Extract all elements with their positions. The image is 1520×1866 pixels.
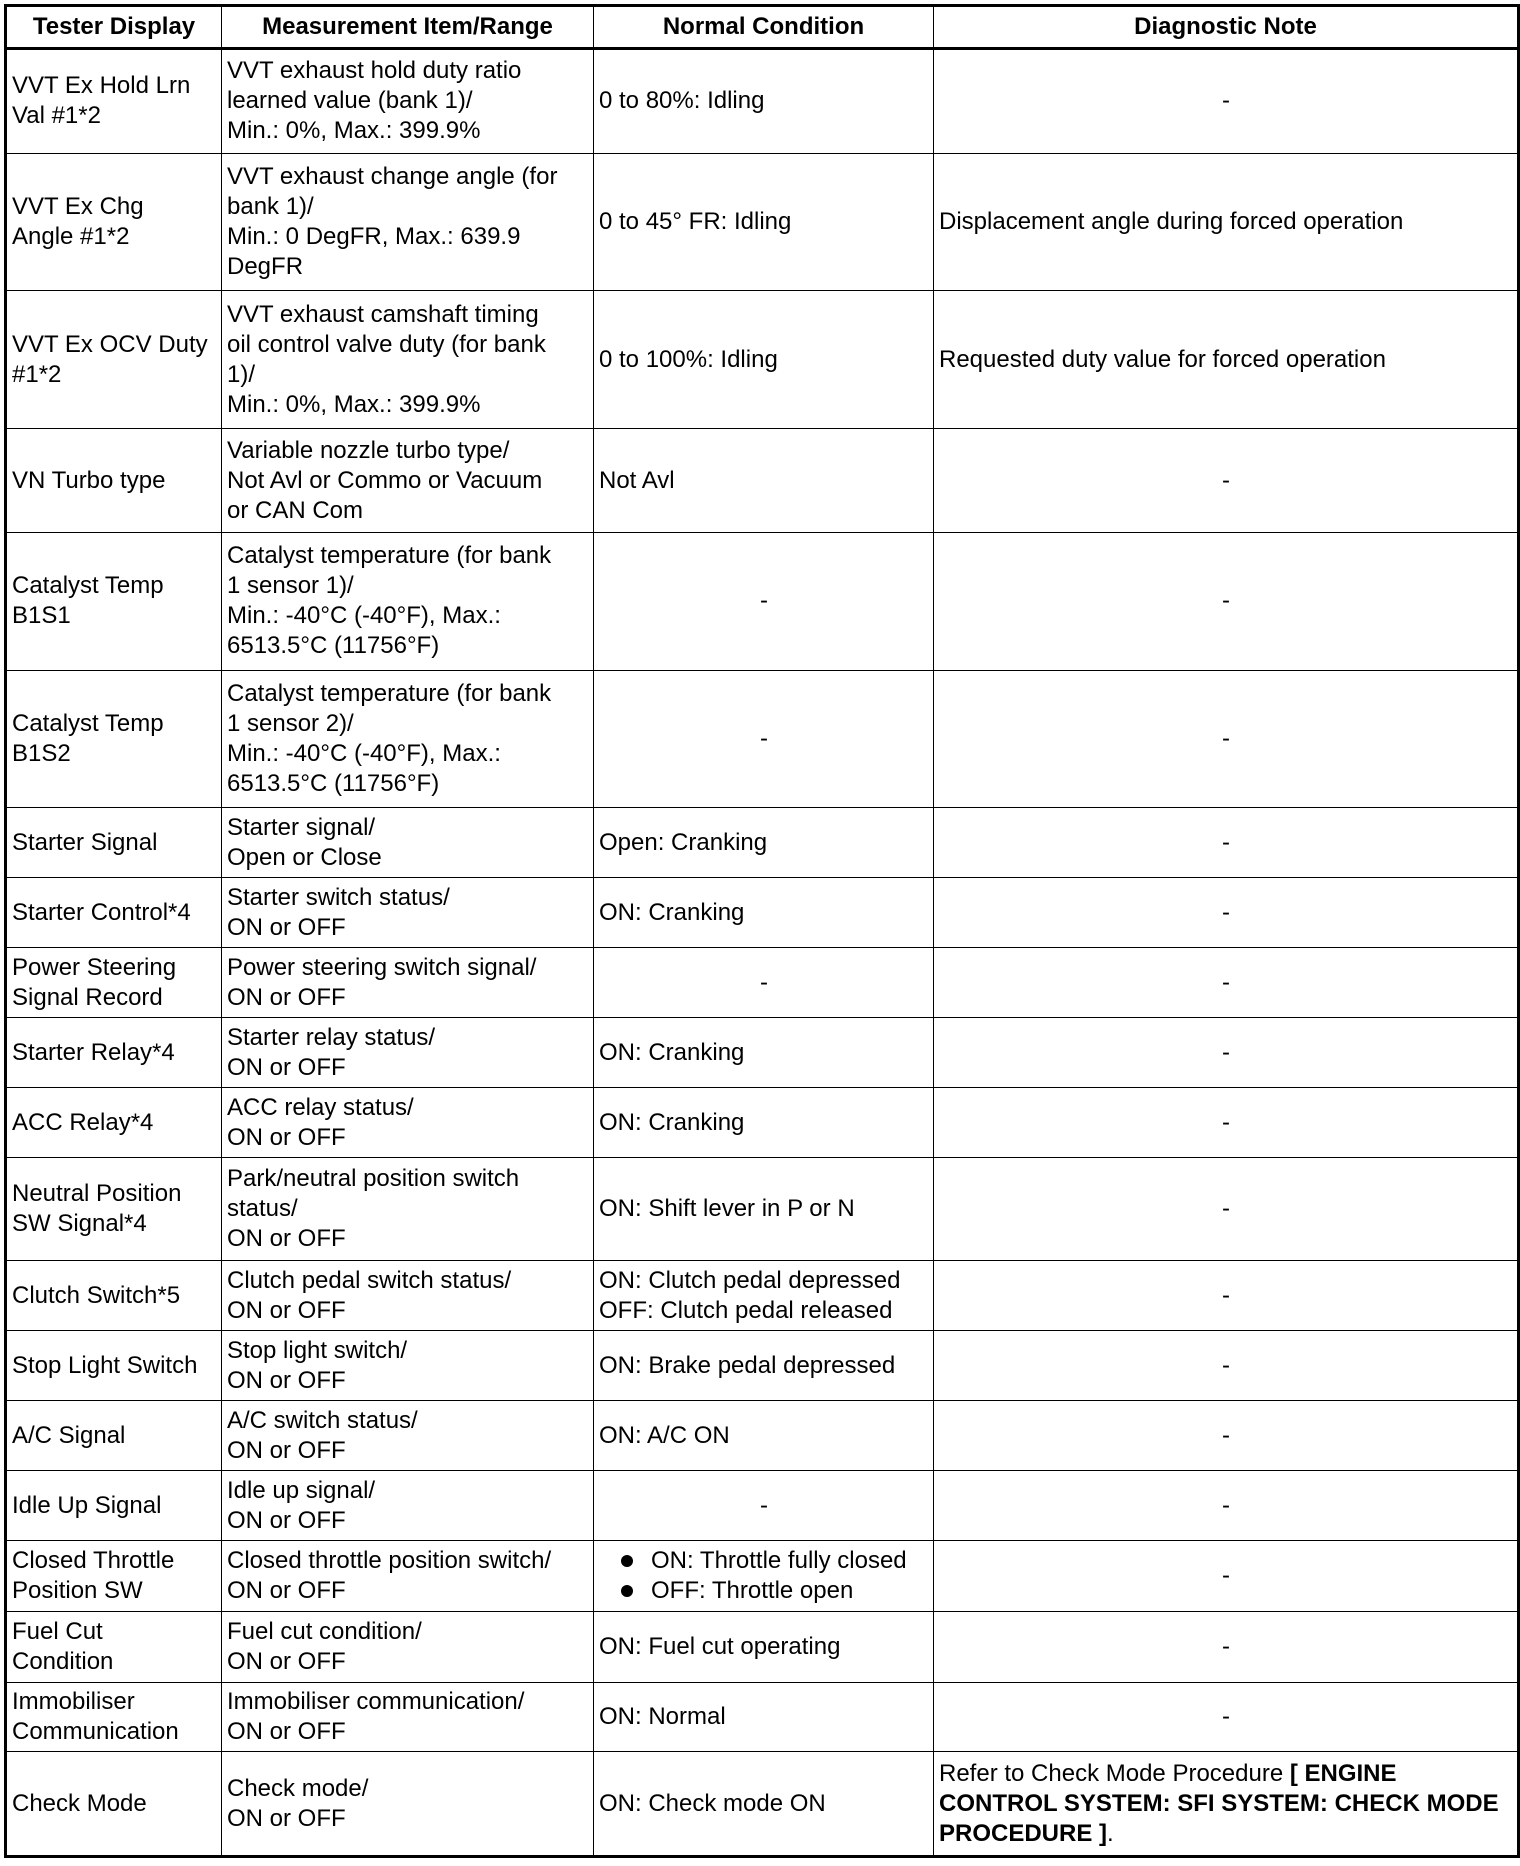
tester-display-cell-line: Check Mode <box>12 1789 147 1817</box>
header-measurement: Measurement Item/Range <box>222 6 594 49</box>
measurement-cell-line: Catalyst temperature (for bank <box>227 542 552 570</box>
normal-condition-cell <box>594 1017 934 1088</box>
diagnostic-note-cell-line: - <box>1222 1108 1230 1136</box>
tester-display-cell <box>6 1401 222 1470</box>
normal-condition-cell-line: 0 to 80%: Idling <box>599 87 765 115</box>
diagnostic-note-cell <box>934 153 1519 291</box>
measurement-cell-line: ON or OFF <box>227 1577 346 1605</box>
normal-condition-cell <box>594 1088 934 1157</box>
measurement-cell-line: Min.: -40°C (-40°F), Max.: <box>227 602 501 630</box>
tester-display-cell-line: Val #1*2 <box>12 102 101 130</box>
normal-condition-cell-line: ON: Cranking <box>599 898 745 926</box>
normal-condition-cell-line: ON: Brake pedal depressed <box>599 1351 896 1379</box>
table-row <box>6 808 1519 877</box>
measurement-cell-line: learned value (bank 1)/ <box>227 87 473 115</box>
tester-display-cell <box>6 1088 222 1157</box>
diagnostic-note-cell-line: - <box>1222 1421 1230 1449</box>
measurement-cell <box>222 429 594 533</box>
table-row <box>6 1682 1519 1751</box>
measurement-cell-line: VVT exhaust camshaft timing <box>227 300 539 328</box>
tester-display-cell <box>6 1752 222 1857</box>
normal-condition-cell <box>594 808 934 877</box>
measurement-cell-line: Closed throttle position switch/ <box>227 1547 552 1575</box>
normal-condition-cell-line: ON: Shift lever in P or N <box>599 1195 855 1223</box>
measurement-cell-line: ON or OFF <box>227 1296 346 1324</box>
measurement-cell-line: ACC relay status/ <box>227 1093 414 1121</box>
tester-display-cell-line: SW Signal*4 <box>12 1210 147 1238</box>
measurement-cell-line: Min.: 0%, Max.: 399.9% <box>227 390 481 418</box>
measurement-cell-line: ON or OFF <box>227 1366 346 1394</box>
tester-display-cell <box>6 877 222 948</box>
table-row <box>6 1612 1519 1683</box>
tester-display-cell-line: Condition <box>12 1647 114 1675</box>
measurement-cell-line: 6513.5°C (11756°F) <box>227 769 440 797</box>
table-row <box>6 1088 1519 1157</box>
measurement-cell-line: 1 sensor 2)/ <box>227 709 354 737</box>
tester-display-cell-line: VVT Ex Chg <box>12 193 144 221</box>
diagnostic-note-cell <box>934 1157 1519 1261</box>
normal-condition-cell-line: ON: Cranking <box>599 1038 745 1066</box>
list-item-text: ON: Throttle fully closed <box>651 1547 907 1575</box>
measurement-cell <box>222 1470 594 1541</box>
list-item <box>621 1576 929 1606</box>
check-mode-procedure-link[interactable]: [ ENGINE CONTROL SYSTEM: SFI SYSTEM: CHECK MODE PROCEDURE ] <box>939 1759 1499 1847</box>
diagnostic-note-cell <box>934 291 1519 429</box>
normal-condition-cell <box>594 1330 934 1401</box>
diagnostic-note-cell-line: - <box>1222 587 1230 615</box>
tester-display-cell <box>6 291 222 429</box>
diagnostic-note-cell <box>934 1401 1519 1470</box>
measurement-cell-line: DegFR <box>227 253 304 281</box>
diagnostic-note-cell <box>934 532 1519 670</box>
measurement-cell-line: ON or OFF <box>227 1804 346 1832</box>
measurement-cell-line: 1)/ <box>227 360 256 388</box>
header-diagnostic-note: Diagnostic Note <box>934 6 1519 49</box>
measurement-cell <box>222 1612 594 1683</box>
measurement-cell-line: Min.: 0 DegFR, Max.: 639.9 <box>227 223 521 251</box>
measurement-cell-line: ON or OFF <box>227 1436 346 1464</box>
normal-condition-cell <box>594 1682 934 1751</box>
measurement-cell-line: ON or OFF <box>227 913 346 941</box>
table-row <box>6 429 1519 533</box>
normal-condition-cell-line: 0 to 100%: Idling <box>599 345 778 373</box>
tester-display-cell <box>6 1541 222 1612</box>
measurement-cell-line: Check mode/ <box>227 1774 369 1802</box>
measurement-cell-line: ON or OFF <box>227 1647 346 1675</box>
measurement-cell-line: ON or OFF <box>227 1053 346 1081</box>
normal-condition-cell <box>594 153 934 291</box>
tester-display-cell-line: Clutch Switch*5 <box>12 1281 181 1309</box>
bullet-icon <box>621 1585 633 1597</box>
measurement-cell-line: ON or OFF <box>227 1123 346 1151</box>
table-row <box>6 291 1519 429</box>
normal-condition-cell-line: - <box>760 1491 768 1519</box>
tester-display-cell <box>6 1261 222 1330</box>
measurement-cell <box>222 1752 594 1857</box>
diagnostic-note-cell <box>934 1541 1519 1612</box>
normal-condition-cell <box>594 1261 934 1330</box>
table-row <box>6 1470 1519 1541</box>
tester-display-cell <box>6 153 222 291</box>
table-row <box>6 948 1519 1017</box>
table-row <box>6 1541 1519 1612</box>
normal-condition-cell <box>594 429 934 533</box>
normal-condition-cell-line: 0 to 45° FR: Idling <box>599 208 792 236</box>
tester-display-cell <box>6 1612 222 1683</box>
normal-condition-cell-line: ON: A/C ON <box>599 1421 730 1449</box>
tester-display-cell-line: Signal Record <box>12 983 163 1011</box>
normal-condition-cell <box>594 532 934 670</box>
diagnostic-note-cell <box>934 1330 1519 1401</box>
measurement-cell <box>222 1157 594 1261</box>
diagnostic-note-cell-line: - <box>1222 1491 1230 1519</box>
diagnostic-note-cell <box>934 808 1519 877</box>
table-row <box>6 1401 1519 1470</box>
diagnostic-note-cell <box>934 1612 1519 1683</box>
header-normal-condition: Normal Condition <box>594 6 934 49</box>
header-tester-display: Tester Display <box>6 6 222 49</box>
diagnostic-note-cell <box>934 670 1519 808</box>
tester-display-cell <box>6 1330 222 1401</box>
tester-display-cell-line: Catalyst Temp <box>12 572 164 600</box>
normal-condition-cell <box>594 1401 934 1470</box>
tester-display-cell-line: #1*2 <box>12 360 62 388</box>
table-row <box>6 1157 1519 1261</box>
measurement-cell-line: Power steering switch signal/ <box>227 953 537 981</box>
diagnostic-note-cell <box>934 1017 1519 1088</box>
tester-display-cell <box>6 429 222 533</box>
diagnostic-note-cell-line: - <box>1222 724 1230 752</box>
diagnostic-note-cell <box>934 1752 1519 1857</box>
diagnostic-note-cell-line: - <box>1222 1038 1230 1066</box>
diagnostic-note-cell-line: - <box>1222 466 1230 494</box>
normal-condition-cell-line: ON: Check mode ON <box>599 1789 826 1817</box>
normal-condition-cell <box>594 1612 934 1683</box>
diagnostic-note-cell <box>934 948 1519 1017</box>
measurement-cell <box>222 1088 594 1157</box>
data-list-table-container <box>4 4 1520 1858</box>
measurement-cell-line: Starter switch status/ <box>227 883 450 911</box>
tester-display-cell-line: Angle #1*2 <box>12 223 130 251</box>
normal-condition-cell <box>594 1541 934 1612</box>
table-row <box>6 49 1519 154</box>
tester-display-cell-line: Stop Light Switch <box>12 1351 198 1379</box>
bullet-icon <box>621 1555 633 1567</box>
table-row <box>6 532 1519 670</box>
table-row <box>6 1330 1519 1401</box>
measurement-cell <box>222 1541 594 1612</box>
measurement-cell <box>222 1401 594 1470</box>
measurement-cell-line: status/ <box>227 1195 298 1223</box>
tester-display-cell <box>6 532 222 670</box>
measurement-cell <box>222 153 594 291</box>
measurement-cell <box>222 1682 594 1751</box>
measurement-cell-line: or CAN Com <box>227 496 364 524</box>
measurement-cell-line: oil control valve duty (for bank <box>227 330 546 358</box>
measurement-cell <box>222 670 594 808</box>
normal-condition-cell-line: ON: Cranking <box>599 1108 745 1136</box>
measurement-cell-line: 6513.5°C (11756°F) <box>227 632 440 660</box>
tester-display-cell-line: Starter Signal <box>12 828 158 856</box>
measurement-cell <box>222 1261 594 1330</box>
normal-condition-list <box>599 1546 929 1606</box>
diagnostic-note-cell <box>934 49 1519 154</box>
note-ref-suffix: . <box>1107 1819 1114 1847</box>
data-list-table <box>4 4 1520 1858</box>
diagnostic-note-cell-line: - <box>1222 1281 1230 1309</box>
diagnostic-note-cell <box>934 1470 1519 1541</box>
measurement-cell-line: Min.: 0%, Max.: 399.9% <box>227 117 481 145</box>
tester-display-cell-line: Starter Control*4 <box>12 898 191 926</box>
normal-condition-cell <box>594 877 934 948</box>
normal-condition-cell <box>594 49 934 154</box>
diagnostic-note-cell <box>934 429 1519 533</box>
list-item-text: OFF: Throttle open <box>651 1577 854 1605</box>
tester-display-cell <box>6 948 222 1017</box>
measurement-cell-line: Clutch pedal switch status/ <box>227 1266 512 1294</box>
note-ref-prefix: Refer to Check Mode Procedure <box>939 1759 1290 1787</box>
tester-display-cell-line: ACC Relay*4 <box>12 1108 154 1136</box>
tester-display-cell-line: Closed Throttle <box>12 1547 175 1575</box>
tester-display-cell-line: VVT Ex Hold Lrn <box>12 72 191 100</box>
diagnostic-note-cell-line: Requested duty value for forced operation <box>939 345 1386 373</box>
measurement-cell-line: 1 sensor 1)/ <box>227 572 354 600</box>
normal-condition-cell-line: - <box>760 587 768 615</box>
diagnostic-note-cell-line: - <box>1222 968 1230 996</box>
table-row <box>6 670 1519 808</box>
normal-condition-cell <box>594 1470 934 1541</box>
diagnostic-note-cell <box>934 1682 1519 1751</box>
tester-display-cell-line: Neutral Position <box>12 1180 182 1208</box>
measurement-cell <box>222 1330 594 1401</box>
diagnostic-note-cell-line: - <box>1222 1562 1230 1590</box>
measurement-cell-line: VVT exhaust change angle (for <box>227 163 558 191</box>
tester-display-cell-line: Catalyst Temp <box>12 709 164 737</box>
measurement-cell-line: Min.: -40°C (-40°F), Max.: <box>227 739 501 767</box>
diagnostic-note-cell-line: - <box>1222 1351 1230 1379</box>
tester-display-cell <box>6 1157 222 1261</box>
measurement-cell-line: Catalyst temperature (for bank <box>227 679 552 707</box>
tester-display-cell <box>6 1470 222 1541</box>
measurement-cell <box>222 291 594 429</box>
measurement-cell-line: Immobiliser communication/ <box>227 1687 525 1715</box>
table-row <box>6 877 1519 948</box>
normal-condition-cell-line: - <box>760 968 768 996</box>
measurement-cell-line: ON or OFF <box>227 1225 346 1253</box>
diagnostic-note-cell-line: - <box>1222 1632 1230 1660</box>
normal-condition-cell <box>594 1157 934 1261</box>
measurement-cell <box>222 49 594 154</box>
tester-display-cell <box>6 670 222 808</box>
measurement-cell-line: VVT exhaust hold duty ratio <box>227 57 522 85</box>
diagnostic-note-cell <box>934 1261 1519 1330</box>
tester-display-cell-line: B1S1 <box>12 602 71 630</box>
measurement-cell-line: A/C switch status/ <box>227 1406 418 1434</box>
tester-display-cell <box>6 808 222 877</box>
diagnostic-note-cell-line: Displacement angle during forced operation <box>939 208 1404 236</box>
normal-condition-cell-line: ON: Clutch pedal depressed <box>599 1266 901 1294</box>
measurement-cell-line: Park/neutral position switch <box>227 1165 520 1193</box>
tester-display-cell-line: Idle Up Signal <box>12 1491 162 1519</box>
measurement-cell <box>222 877 594 948</box>
diagnostic-note-cell <box>934 877 1519 948</box>
measurement-cell-line: ON or OFF <box>227 1506 346 1534</box>
tester-display-cell-line: A/C Signal <box>12 1421 126 1449</box>
tester-display-cell-line: Fuel Cut <box>12 1617 103 1645</box>
measurement-cell-line: bank 1)/ <box>227 193 314 221</box>
tester-display-cell <box>6 1682 222 1751</box>
header-row <box>6 6 1519 49</box>
measurement-cell <box>222 532 594 670</box>
diagnostic-note-cell-line: - <box>1222 828 1230 856</box>
diagnostic-note-cell-line: - <box>1222 1195 1230 1223</box>
measurement-cell-line: ON or OFF <box>227 983 346 1011</box>
normal-condition-cell <box>594 291 934 429</box>
diagnostic-note-cell-line: - <box>1222 1702 1230 1730</box>
measurement-cell-line: Starter relay status/ <box>227 1023 436 1051</box>
measurement-cell-line: Idle up signal/ <box>227 1476 376 1504</box>
measurement-cell-line: Fuel cut condition/ <box>227 1617 422 1645</box>
tester-display-cell-line: Power Steering <box>12 953 177 981</box>
normal-condition-cell-line: ON: Fuel cut operating <box>599 1632 841 1660</box>
measurement-cell-line: Variable nozzle turbo type/ <box>227 436 510 464</box>
tester-display-cell-line: VVT Ex OCV Duty <box>12 330 208 358</box>
measurement-cell-line: Open or Close <box>227 843 382 871</box>
list-item <box>621 1546 929 1576</box>
normal-condition-cell-line: - <box>760 724 768 752</box>
tester-display-cell-line: Starter Relay*4 <box>12 1038 175 1066</box>
normal-condition-cell <box>594 948 934 1017</box>
table-row <box>6 1017 1519 1088</box>
normal-condition-cell <box>594 1752 934 1857</box>
measurement-cell-line: Stop light switch/ <box>227 1336 408 1364</box>
measurement-cell-line: ON or OFF <box>227 1717 346 1745</box>
tester-display-cell-line: Immobiliser <box>12 1687 135 1715</box>
normal-condition-cell-line: OFF: Clutch pedal released <box>599 1296 893 1324</box>
tester-display-cell-line: Communication <box>12 1717 179 1745</box>
diagnostic-note-cell-line: - <box>1222 87 1230 115</box>
table-row <box>6 153 1519 291</box>
measurement-cell-line: Not Avl or Commo or Vacuum <box>227 466 543 494</box>
diagnostic-note-cell-line: - <box>1222 898 1230 926</box>
normal-condition-cell-line: Open: Cranking <box>599 828 768 856</box>
tester-display-cell-line: VN Turbo type <box>12 466 166 494</box>
tester-display-cell-line: B1S2 <box>12 739 71 767</box>
tester-display-cell <box>6 49 222 154</box>
normal-condition-cell <box>594 670 934 808</box>
tester-display-cell-line: Position SW <box>12 1577 143 1605</box>
measurement-cell-line: Starter signal/ <box>227 813 376 841</box>
table-row <box>6 1261 1519 1330</box>
measurement-cell <box>222 808 594 877</box>
diagnostic-note-cell <box>934 1088 1519 1157</box>
measurement-cell <box>222 1017 594 1088</box>
normal-condition-cell-line: ON: Normal <box>599 1702 726 1730</box>
tester-display-cell <box>6 1017 222 1088</box>
measurement-cell <box>222 948 594 1017</box>
normal-condition-cell-line: Not Avl <box>599 466 675 494</box>
table-row <box>6 1752 1519 1857</box>
